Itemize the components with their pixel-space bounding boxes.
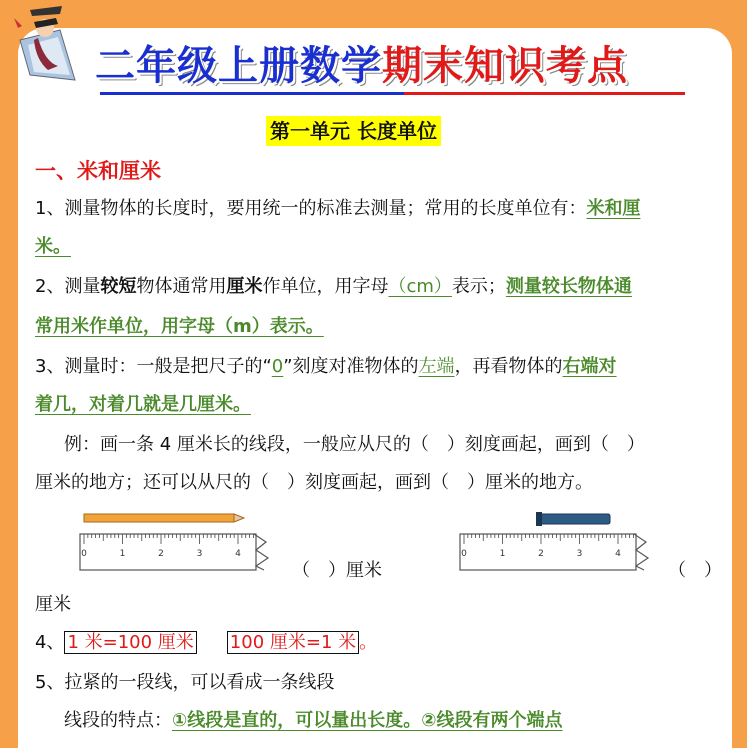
ruler-tick-label: 0 xyxy=(461,549,467,559)
title-part-red: 期末知识考点 xyxy=(382,42,628,89)
unit-heading: 第一单元 长度单位 xyxy=(266,116,441,146)
ruler-tick-label: 4 xyxy=(235,549,241,559)
document-title xyxy=(95,38,628,94)
ruler-tick-label: 0 xyxy=(81,549,87,559)
answer-blank-2: （ ） xyxy=(668,560,722,581)
point-1-line-1: 1、测量物体的长度时，要用统一的标准去测量；常用的长度单位有：米和厘 xyxy=(35,198,641,219)
point-6-line: 线段的特点：①线段是直的，可以量出长度。②线段有两个端点 xyxy=(64,710,563,731)
example-line-1: 例：画一条 4 厘米长的线段，一般应从尺的（ ）刻度画起，画到（ ） xyxy=(64,434,645,455)
equation-box-1: 1 米=100 厘米 xyxy=(64,631,196,654)
answer-blank-1: （ ）厘米 xyxy=(292,560,382,581)
graduation-girl-illustration xyxy=(0,0,110,100)
ruler-tick-label: 2 xyxy=(538,549,544,559)
point-1-line-2: 米。 xyxy=(35,236,71,257)
ruler-tick-label: 1 xyxy=(119,549,126,559)
example-line-2: 厘米的地方；还可以从尺的（ ）刻度画起，画到（ ）厘米的地方。 xyxy=(35,472,593,493)
point-3-line-2: 着几，对着几就是几厘米。 xyxy=(35,394,251,415)
ruler-tick-label: 1 xyxy=(499,549,506,559)
ruler-tick-label: 4 xyxy=(615,549,621,559)
equation-box-2: 100 厘米=1 米 xyxy=(227,631,359,654)
ruler-with-pencil xyxy=(78,506,273,574)
ruler-tick-label: 3 xyxy=(576,549,583,559)
title-part-blue: 二年级上册数学 xyxy=(95,42,382,89)
point-2-line-1: 2、测量较短物体通常用厘米作单位，用字母（cm）表示；测量较长物体通 xyxy=(35,276,632,297)
ruler-with-nail xyxy=(458,506,653,574)
ruler-tick-label: 3 xyxy=(196,549,203,559)
point-5-line: 5、拉紧的一段线，可以看成一条线段 xyxy=(35,672,335,693)
point-2-line-2: 常用米作单位，用字母（m）表示。 xyxy=(35,316,324,337)
ruler-tick-label: 2 xyxy=(158,549,164,559)
section-heading: 一、米和厘米 xyxy=(35,159,161,183)
point-4-line: 4、 1 米=100 厘米 100 厘米=1 米 。 xyxy=(35,632,378,653)
answer-unit-tail: 厘米 xyxy=(35,594,71,615)
title-underline xyxy=(100,92,685,95)
point-3-line-1: 3、测量时：一般是把尺子的“0”刻度对准物体的左端，再看物体的右端对 xyxy=(35,356,617,377)
